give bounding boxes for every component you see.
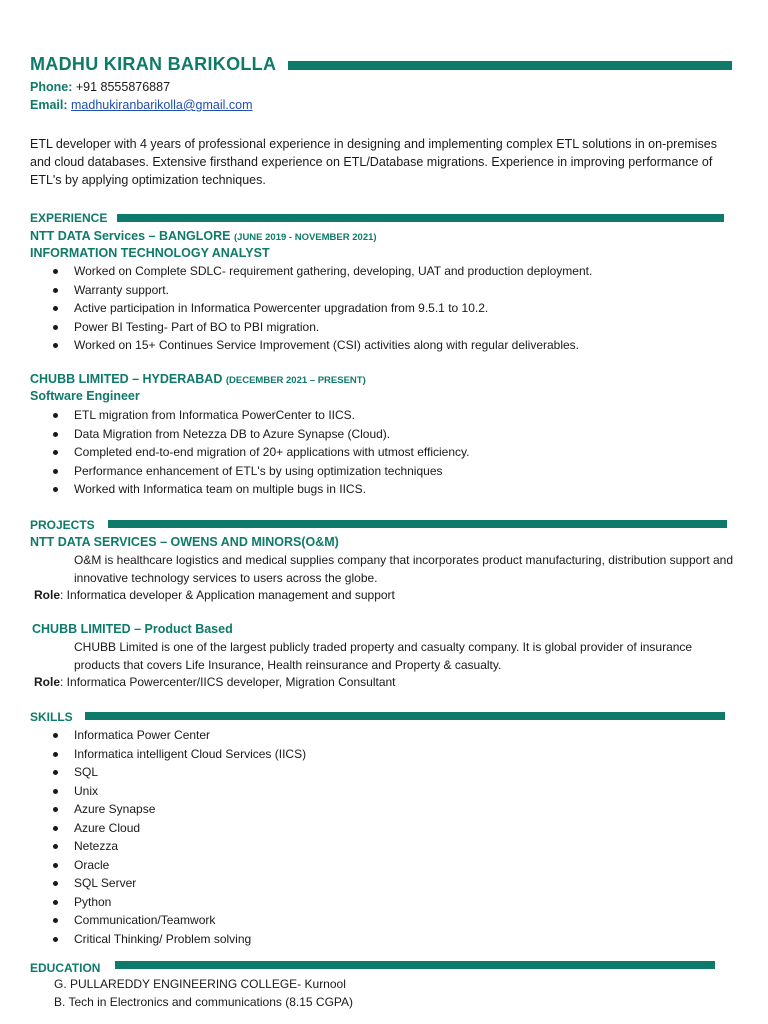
list-item: SQL bbox=[50, 763, 306, 782]
job-1-company: NTT DATA Services – BANGLORE bbox=[30, 229, 231, 243]
job-2-bullets bbox=[50, 406, 469, 499]
project-1-role bbox=[34, 588, 395, 602]
list-item: Critical Thinking/ Problem solving bbox=[50, 930, 306, 949]
job-1-bullets bbox=[50, 262, 592, 355]
project-1-name: NTT DATA SERVICES – OWENS AND MINORS(O&M) bbox=[30, 535, 339, 549]
phone-line bbox=[30, 80, 170, 94]
list-item: Warranty support. bbox=[50, 281, 592, 300]
education-heading: EDUCATION bbox=[30, 961, 101, 975]
education-divider bbox=[115, 961, 715, 969]
list-item: Active participation in Informatica Powercenter upgradation from 9.5.1 to 10.2. bbox=[50, 299, 592, 318]
phone-value: +91 8555876887 bbox=[75, 80, 171, 94]
skills-divider bbox=[85, 712, 725, 720]
projects-heading: PROJECTS bbox=[30, 518, 95, 532]
list-item: Informatica Power Center bbox=[50, 726, 306, 745]
job-1-header bbox=[30, 229, 377, 243]
phone-label: Phone: bbox=[30, 80, 73, 94]
list-item: ETL migration from Informatica PowerCenter to IICS. bbox=[50, 406, 469, 425]
project-2-role bbox=[34, 675, 396, 689]
list-item: Completed end-to-end migration of 20+ applications with utmost efficiency. bbox=[50, 443, 469, 462]
list-item: Worked with Informatica team on multiple bugs in IICS. bbox=[50, 480, 469, 499]
job-2-role: Software Engineer bbox=[30, 389, 140, 403]
experience-heading: EXPERIENCE bbox=[30, 211, 108, 225]
project-2-description: CHUBB Limited is one of the largest publicly traded property and casualty company. It is global provider of insurance products that covers Life Insurance, Health reinsurance and Property & casualty. bbox=[74, 640, 693, 672]
email-link[interactable]: madhukiranbarikolla@gmail.com bbox=[71, 98, 253, 112]
list-item: Python bbox=[50, 893, 306, 912]
list-item: Azure Synapse bbox=[50, 800, 306, 819]
role-value: : Informatica developer & Application management and support bbox=[60, 588, 395, 602]
job-2-dates: (DECEMBER 2021 – PRESENT) bbox=[225, 375, 366, 386]
role-value: : Informatica Powercenter/IICS developer, Migration Consultant bbox=[60, 675, 396, 689]
job-2-company: CHUBB LIMITED – HYDERABAD bbox=[30, 372, 223, 386]
list-item: Worked on Complete SDLC- requirement gathering, developing, UAT and production deployment. bbox=[50, 262, 592, 281]
job-1-role: INFORMATION TECHNOLOGY ANALYST bbox=[30, 246, 270, 260]
list-item: Communication/Teamwork bbox=[50, 911, 306, 930]
project-1-description: O&M is healthcare logistics and medical supplies company that incorporates product manufacturing, distribution support and innovative technology services to users across the globe. bbox=[74, 553, 734, 585]
experience-divider bbox=[117, 214, 724, 222]
list-item: Worked on 15+ Continues Service Improvement (CSI) activities along with regular deliverables. bbox=[50, 336, 592, 355]
education-college: G. PULLAREDDY ENGINEERING COLLEGE- Kurnool bbox=[54, 977, 346, 991]
name-divider bbox=[288, 61, 732, 70]
email-label: Email: bbox=[30, 98, 68, 112]
list-item: Data Migration from Netezza DB to Azure Synapse (Cloud). bbox=[50, 425, 469, 444]
email-line bbox=[30, 98, 253, 112]
role-label: Role bbox=[34, 675, 61, 689]
summary-paragraph: ETL developer with 4 years of professional experience in designing and implementing complex ETL solutions in on-premises and cloud databases. Extensive firsthand experience on ETL/Database migrations. Experience in improving performance of ETL's by applying optimization techniques. bbox=[30, 137, 717, 187]
projects-divider bbox=[108, 520, 727, 528]
list-item: Unix bbox=[50, 782, 306, 801]
list-item: Azure Cloud bbox=[50, 819, 306, 838]
job-1-dates: (JUNE 2019 - NOVEMBER 2021) bbox=[234, 232, 377, 243]
candidate-name: MADHU KIRAN BARIKOLLA bbox=[30, 54, 277, 74]
list-item: Power BI Testing- Part of BO to PBI migration. bbox=[50, 318, 592, 337]
skills-heading: SKILLS bbox=[30, 710, 73, 724]
education-degree: B. Tech in Electronics and communications (8.15 CGPA) bbox=[54, 995, 354, 1009]
list-item: Oracle bbox=[50, 856, 306, 875]
list-item: Performance enhancement of ETL's by using optimization techniques bbox=[50, 462, 469, 481]
list-item: Netezza bbox=[50, 837, 306, 856]
list-item: Informatica intelligent Cloud Services (IICS) bbox=[50, 745, 306, 764]
role-label: Role bbox=[34, 588, 61, 602]
skills-list bbox=[50, 726, 306, 948]
list-item: SQL Server bbox=[50, 874, 306, 893]
job-2-header bbox=[30, 372, 366, 386]
project-2-name: CHUBB LIMITED – Product Based bbox=[32, 622, 233, 636]
